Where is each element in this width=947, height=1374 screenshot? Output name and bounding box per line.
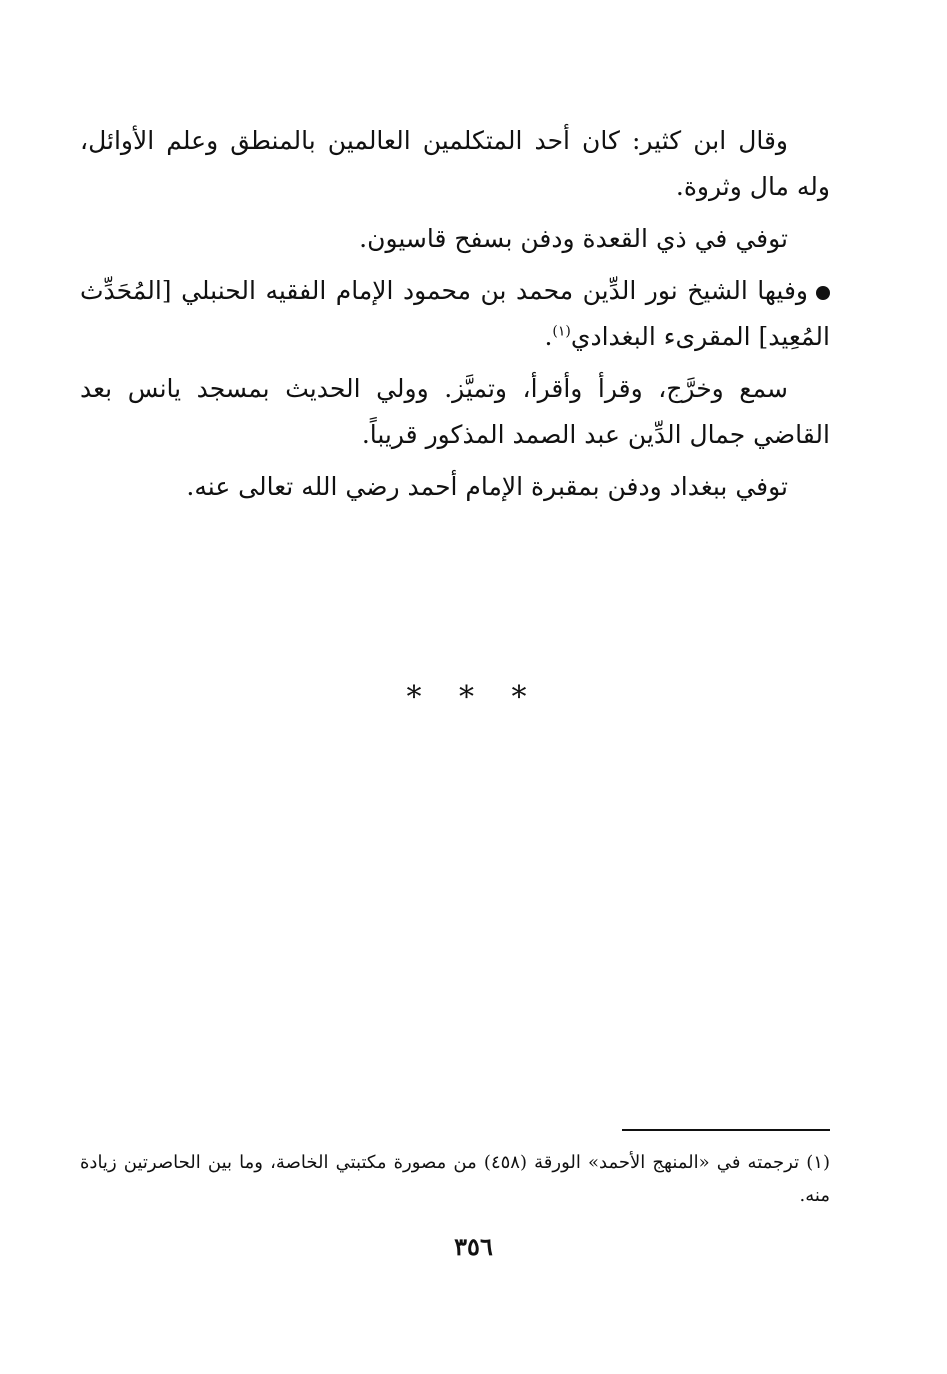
section-separator: * * *	[406, 680, 541, 715]
paragraph-text: سمع وخرَّج، وقرأ وأقرأ، وتميَّز. وولي الحديث بمسجد يانس بعد القاضي جمال الدِّين عبد الصمد المذكور قريباً.	[80, 374, 830, 449]
paragraph-death-notice-1	[80, 216, 830, 262]
bullet-icon	[816, 286, 830, 300]
paragraph-biography-entry	[80, 268, 830, 360]
footnote-reference: (١)	[552, 323, 571, 340]
paragraph-ibn-kathir-quote	[80, 118, 830, 210]
paragraph-death-notice-2	[80, 464, 830, 510]
page-number: ٣٥٦	[454, 1232, 493, 1261]
footnote	[80, 1146, 830, 1212]
paragraph-text: وفيها الشيخ نور الدِّين محمد بن محمود الإمام الفقيه الحنبلي [المُحَدِّث المُعِيد] المقرىء البغدادي	[80, 276, 830, 351]
paragraph-text: وقال ابن كثير: كان أحد المتكلمين العالمين بالمنطق وعلم الأوائل، وله مال وثروة.	[80, 126, 830, 201]
footnote-text: (١) ترجمته في «المنهج الأحمد» الورقة (٤٥٨) من مصورة مكتبتي الخاصة، وما بين الحاصرتين زيادة منه.	[80, 1152, 830, 1206]
paragraph-text: توفي في ذي القعدة ودفن بسفح قاسيون.	[359, 224, 788, 253]
paragraph-text: توفي ببغداد ودفن بمقبرة الإمام أحمد رضي الله تعالى عنه.	[186, 472, 788, 501]
paragraph-punctuation: .	[544, 322, 553, 351]
footnote-divider	[622, 1129, 830, 1131]
paragraph-studies	[80, 366, 830, 458]
main-text	[80, 118, 830, 516]
